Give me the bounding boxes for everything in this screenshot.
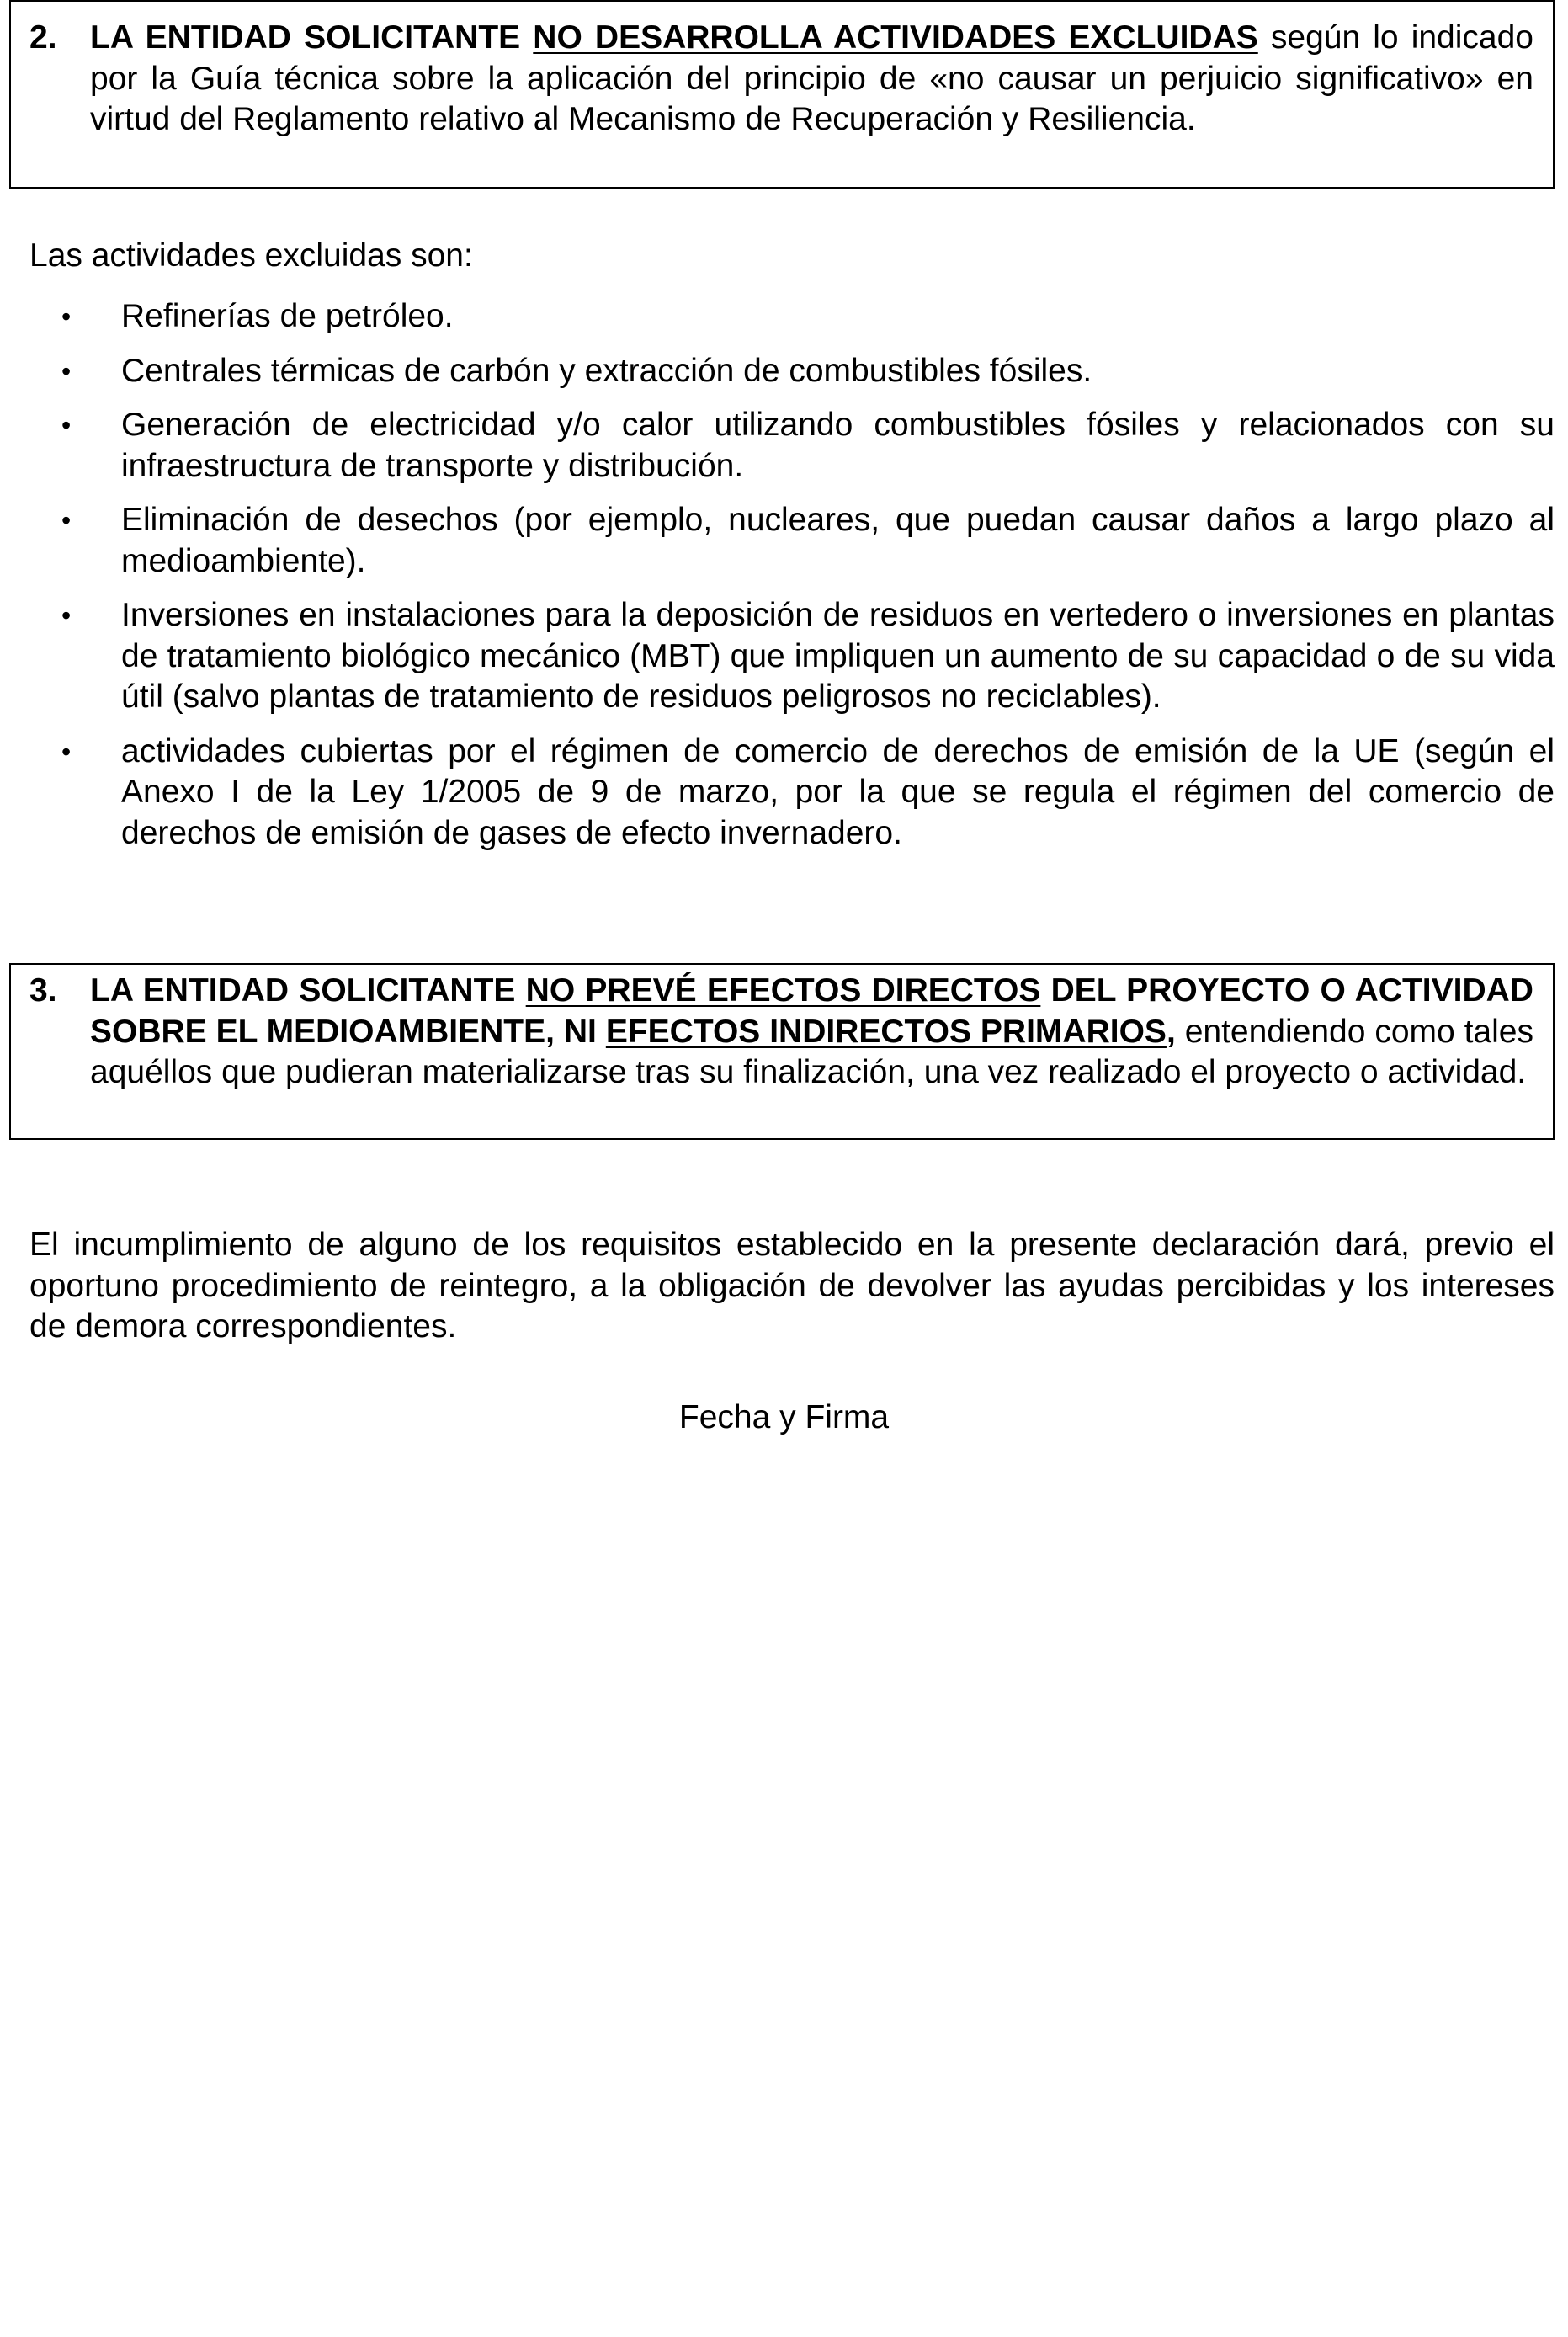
section-3-middle: DEL PROYECTO O ACTIVIDAD SOBRE EL MEDIOAMBIENTE, NI bbox=[90, 972, 1533, 1050]
excluded-activity-item bbox=[29, 595, 1555, 718]
section-2-box bbox=[9, 0, 1555, 189]
section-3-number: 3. bbox=[29, 972, 57, 1009]
section-3-comma: , bbox=[1166, 1013, 1176, 1050]
excluded-activity-item bbox=[29, 732, 1555, 854]
bullet-icon: • bbox=[61, 736, 72, 767]
bullet-icon: • bbox=[61, 600, 72, 631]
excluded-activity-item bbox=[29, 296, 1555, 338]
excluded-activities-list bbox=[29, 296, 1555, 867]
section-3-box bbox=[9, 963, 1555, 1140]
excluded-activity-item bbox=[29, 500, 1555, 582]
excluded-activity-text: Refinerías de petróleo. bbox=[121, 298, 454, 334]
bullet-icon: • bbox=[61, 301, 72, 332]
excluded-activity-item bbox=[29, 351, 1555, 392]
section-2-rest: según lo indicado por la Guía técnica sobre la aplicación del principio de «no causar un perjuicio significativo» en virtud del Reglamento relativo al Mecanismo de Recuperación y Resiliencia. bbox=[90, 19, 1533, 137]
section-2-lead: LA ENTIDAD SOLICITANTE bbox=[90, 19, 521, 56]
date-and-signature: Fecha y Firma bbox=[678, 1399, 890, 1435]
excluded-activity-text: actividades cubiertas por el régimen de comercio de derechos de emisión de la UE (según el Anexo I de la Ley 1/2005 de 9 de marzo, por la que se regula el régimen del comercio de derechos de emisión de gases de efecto invernadero. bbox=[121, 732, 1555, 851]
excluded-activity-text: Generación de electricidad y/o calor utilizando combustibles fósiles y relacionados con su infraestructura de transporte y distribución. bbox=[121, 407, 1555, 484]
section-3-underlined-1: NO PREVÉ EFECTOS DIRECTOS bbox=[525, 972, 1041, 1009]
section-2-number: 2. bbox=[29, 19, 57, 56]
section-3-underlined-2: EFECTOS INDIRECTOS PRIMARIOS bbox=[605, 1013, 1167, 1050]
section-3-text bbox=[90, 971, 1533, 1094]
excluded-activity-item bbox=[29, 405, 1555, 487]
excluded-activities-intro: Las actividades excluidas son: bbox=[29, 237, 473, 274]
bullet-icon: • bbox=[61, 410, 72, 440]
excluded-activity-text: Inversiones en instalaciones para la deposición de residuos en vertedero o inversiones en plantas de tratamiento biológico mecánico (MBT) que impliquen un aumento de su capacidad o de su vida útil (salvo plantas de tratamiento de residuos peligrosos no reciclables). bbox=[121, 597, 1555, 715]
section-3-rest: entendiendo como tales aquéllos que pudieran materializarse tras su finalización, una vez realizado el proyecto o actividad. bbox=[90, 1013, 1533, 1090]
section-3-lead: LA ENTIDAD SOLICITANTE bbox=[90, 972, 516, 1009]
section-3 bbox=[29, 971, 1533, 1094]
section-2-underlined: NO DESARROLLA ACTIVIDADES EXCLUIDAS bbox=[533, 19, 1258, 56]
bullet-icon: • bbox=[61, 355, 72, 386]
section-2 bbox=[29, 18, 1533, 141]
closing-paragraph: El incumplimiento de alguno de los requisitos establecido en la presente declaración dará, previo el oportuno procedimiento de reintegro, a la obligación de devolver las ayudas percibidas y los intereses de demora correspondientes. bbox=[29, 1227, 1555, 1344]
excluded-activity-text: Eliminación de desechos (por ejemplo, nucleares, que puedan causar daños a largo plazo al medioambiente). bbox=[121, 502, 1555, 579]
section-2-text bbox=[90, 18, 1533, 141]
bullet-icon: • bbox=[61, 505, 72, 535]
excluded-activity-text: Centrales térmicas de carbón y extracción de combustibles fósiles. bbox=[121, 352, 1092, 389]
